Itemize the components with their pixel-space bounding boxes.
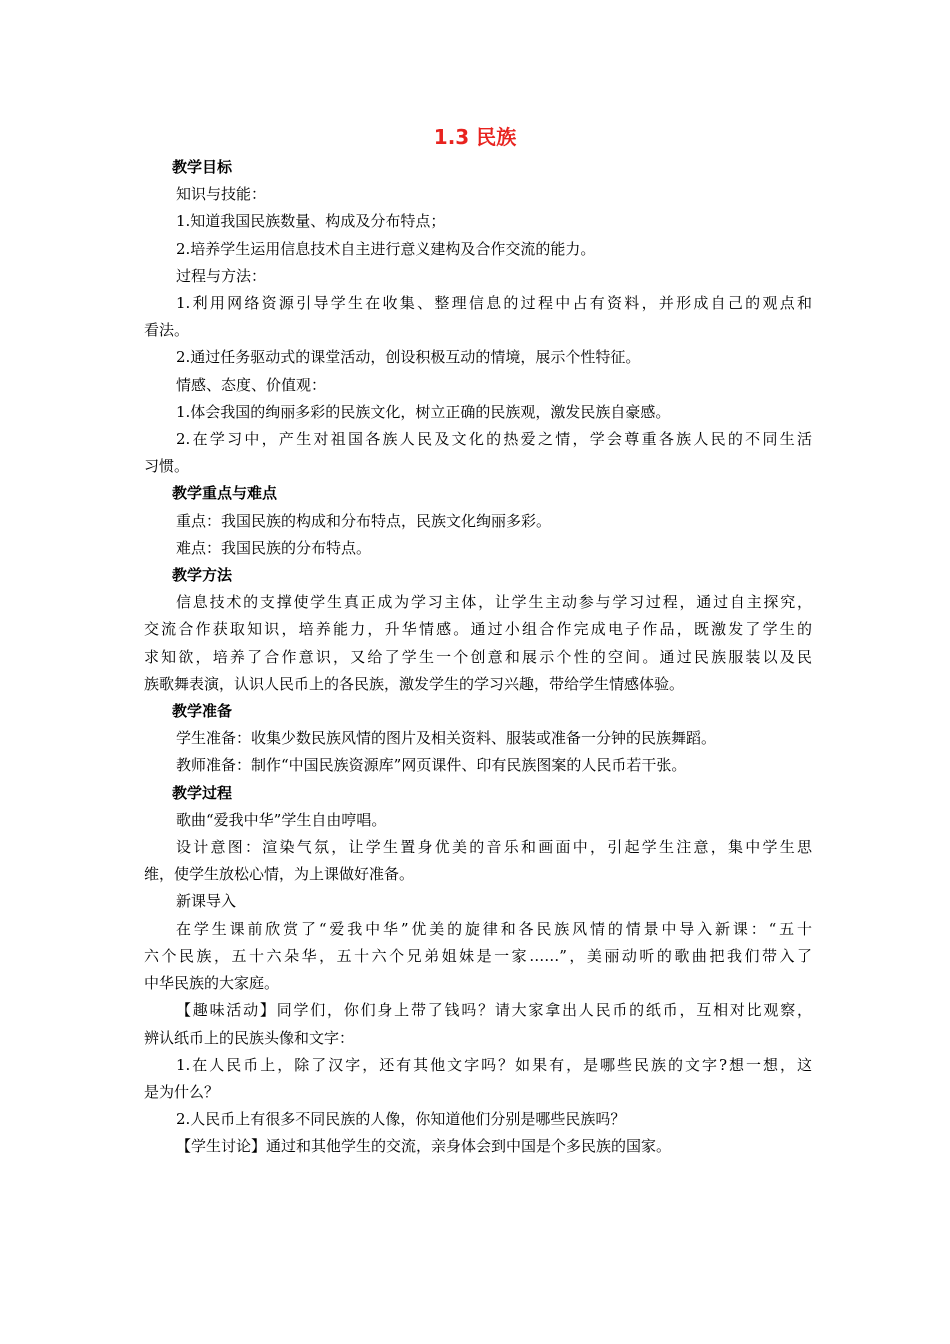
paragraph: 2.人民币上有很多不同民族的人像，你知道他们分别是哪些民族吗？: [176, 1110, 626, 1129]
paragraph: 辨认纸币上的民族头像和文字：: [144, 1028, 355, 1047]
paragraph: 2.培养学生运用信息技术自主进行意义建构及合作交流的能力。: [176, 239, 596, 258]
paragraph: 新课导入: [176, 892, 237, 911]
paragraph: 难点：我国民族的分布特点。: [176, 538, 372, 557]
heading-teaching-process: 教学过程: [172, 783, 233, 802]
paragraph: 教师准备：制作“中国民族资源库”网页课件、印有民族图案的人民币若干张。: [176, 756, 687, 775]
paragraph: 交流合作获取知识，培养能力，升华情感。通过小组合作完成电子作品，既激发了学生的: [144, 620, 812, 639]
paragraph: 歌曲“爱我中华”学生自由哼唱。: [176, 810, 387, 829]
paragraph: 1.利用网络资源引导学生在收集、整理信息的过程中占有资料，并形成自己的观点和: [176, 294, 812, 313]
paragraph: 在学生课前欣赏了“爱我中华”优美的旋律和各民族风情的情景中导入新课：“五十: [176, 919, 812, 938]
heading-teaching-goals: 教学目标: [172, 158, 233, 176]
paragraph: 族歌舞表演，认识人民币上的各民族，激发学生的学习兴趣，带给学生情感体验。: [144, 674, 685, 693]
paragraph: 知识与技能：: [176, 185, 267, 204]
heading-teaching-preparation: 教学准备: [172, 702, 233, 721]
paragraph: 看法。: [144, 321, 190, 340]
paragraph: 1.在人民币上，除了汉字，还有其他文字吗？如果有，是哪些民族的文字?想一想，这: [176, 1055, 812, 1074]
paragraph: 信息技术的支撑使学生真正成为学习主体，让学生主动参与学习过程，通过自主探究，: [176, 593, 812, 612]
paragraph: 是为什么？: [144, 1082, 220, 1101]
paragraph: 2.在学习中，产生对祖国各族人民及文化的热爱之情，学会尊重各族人民的不同生活: [176, 430, 812, 449]
paragraph: 1.知道我国民族数量、构成及分布特点；: [176, 212, 446, 231]
paragraph: 中华民族的大家庭。: [144, 974, 280, 993]
paragraph: 【趣味活动】同学们，你们身上带了钱吗？请大家拿出人民币的纸币，互相对比观察，: [176, 1001, 812, 1020]
paragraph: 过程与方法：: [176, 266, 267, 285]
heading-key-points: 教学重点与难点: [172, 484, 278, 503]
paragraph: 【学生讨论】通过和其他学生的交流，亲身体会到中国是个多民族的国家。: [176, 1137, 672, 1156]
paragraph: 2.通过任务驱动式的课堂活动，创设积极互动的情境，展示个性特征。: [176, 348, 641, 367]
paragraph: 设计意图：渲染气氛，让学生置身优美的音乐和画面中，引起学生注意，集中学生思: [176, 838, 812, 857]
paragraph: 重点：我国民族的构成和分布特点，民族文化绚丽多彩。: [176, 511, 552, 530]
paragraph: 维，使学生放松心情，为上课做好准备。: [144, 865, 415, 884]
paragraph: 1.体会我国的绚丽多彩的民族文化，树立正确的民族观，激发民族自豪感。: [176, 402, 671, 421]
document-body: [144, 154, 812, 1161]
paragraph: 求知欲，培养了合作意识，又给了学生一个创意和展示个性的空间。通过民族服装以及民: [144, 647, 812, 666]
paragraph: 学生准备：收集少数民族风情的图片及相关资料、服装或准备一分钟的民族舞蹈。: [176, 729, 717, 748]
paragraph: 习惯。: [144, 457, 190, 476]
document-title: 1.3 民族: [433, 125, 517, 149]
paragraph: 六个民族，五十六朵华，五十六个兄弟姐妹是一家……”，美丽动听的歌曲把我们带入了: [144, 946, 812, 965]
paragraph: 情感、态度、价值观：: [176, 375, 327, 394]
heading-teaching-method: 教学方法: [172, 566, 233, 585]
